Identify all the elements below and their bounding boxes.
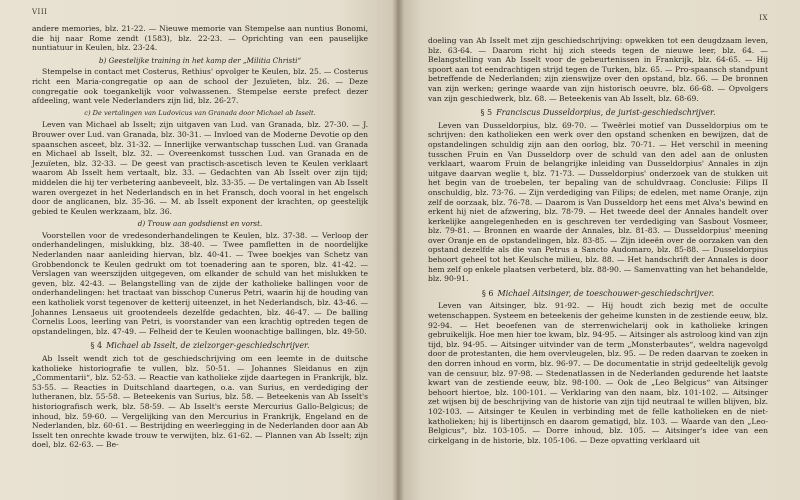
paragraph: doeling van Ab Isselt met zijn geschiedschrijving: opwekken tot een deugdzaam leven, blz. 63-64. — Daarom richt hij zich steeds tegen de nieuwe leer, blz. 64. — Belangstelling van Ab Isselt voor de gebeurtenissen in Frankrijk, blz. 64-65. — Hij spoort aan tot eendrachtigen strijd tegen de Turken, blz. 65. — Pro-spaansch standpunt betreffende de Nederlanden; zijn zienswijze over den opstand, blz. 66. — De bronnen van zijn werken; geringe waarde van zijn historisch oeuvre, blz. 66-68. — Opvolgers van zijn geschiedwerk, blz. 68. — Beteekenis van Ab Isselt, blz. 68-69. xyxy=(428,36,768,103)
subsection-heading: d) Trouw aan godsdienst en vorst. xyxy=(137,219,263,229)
paragraph: Leven van Michael ab Isselt; zijn uitgaven van Lud. van Granada, blz. 27-30. — J. Brouwer over Lud. van Granada, blz. 30-31. — Invloed van de Moderne Devotie op den spaanschen asceet, blz. 31-32. — Innerlijke verwantschap tusschen Lud. van Granada en Michael ab Isselt, blz. 32. — Overeenkomst tusschen Lud. van Granada en de Jezuïeten, blz. 32-33. — De geest van practisch-ascetisch leven te Keulen verklaart waarom Ab Isselt hem vertaalt, blz. 33. — Gedachten van Ab Isselt over zijn tijd; middelen die hij ter verbetering aanbeveelt, blz. 33-35. — De vertalingen van Ab Isselt waren overgezet in het Nederlandsch en in het Fransch, doch vooral in het engelsch door de anglicanen, blz. 35-36. — M. ab Isselt exponent der krachten, op geestelijk gebied te Keulen werkzaam, blz. 36. xyxy=(32,120,368,216)
section-number: § 5 xyxy=(480,108,493,118)
section-title: Michael Aitsinger, de toeschouwer-geschiedschrijver. xyxy=(497,288,715,298)
book-gutter xyxy=(392,0,404,500)
left-page xyxy=(0,0,398,500)
section-title: Michael ab Isselt, de zielzorger-geschiedschrijver. xyxy=(106,341,310,351)
paragraph: andere memories, blz. 21-22. — Nieuwe memorie van Stempelse aan nuntius Bonomi, die hij naar Rome zendt (1583), blz. 22-23. — Oprichting van een pauselijke nuntiatuur in Keulen, blz. 23-24. xyxy=(32,24,368,53)
subsection-heading: c) De vertalingen van Ludovicus van Granada door Michael ab Isselt. xyxy=(84,108,316,117)
right-page-text xyxy=(428,14,768,445)
section-heading xyxy=(428,289,768,299)
subsection-heading: b) Geestelijke training in het kamp der „Militia Christi“ xyxy=(98,55,302,65)
paragraph: Stempelse in contact met Costerus, Rethius' opvolger te Keulen, blz. 25. — Costerus richt een Maria-congregatie op aan de school der Jezuïeten, blz. 26. — Deze congregatie ook toegankelijk voor volwassenen. Stempelse eerste prefect dezer afdeeling, want vele Nederlanders zijn lid, blz. 26-27. xyxy=(32,67,368,106)
section-number: § 4 xyxy=(90,341,103,351)
paragraph: Leven van Aitsinger, blz. 91-92. — Hij houdt zich bezig met de occulte wetenschappen. Systeem en beteekenis der geheime kunsten in de zestiende eeuw, blz. 92-94. — Het beoefenen van de sterrenwichelarij ook in katholieke kringen gebruikelijk. Hoe men hier toe kwam, blz. 94-95. — Aitsinger als astroloog kind van zijn tijd, blz. 94-95. — Aitsinger uitvinder van de term „Monsterbautes“, weldra nagevolgd door de protestanten, die hem overvleugelen, blz. 95. — De reden daarvan te zoeken in den dorren inhoud en vorm, blz. 96-97. — De documentatie in strijd gedeeltelijk gevolg van de censuur, blz. 97-98. — Stedenatlassen in de Nederlanden gedurende het laatste kwart van de zestiende eeuw, blz. 98-100. — Ook de „Leo Belgicus“ van Aitsinger behoort hiertoe, blz. 100-101. — Verklaring van den naam, blz. 101-102. — Aitsinger zet wijsen bij de beschrijving van de historie van zijn tijd neutraal te willen blijven, blz. 102-103. — Aitsinger te Keulen in verbinding met de felle katholieken en de niet-katholieken; hij is libertijnsch en daarom gematigd, blz. 103. — Waarde van den „Leo-Belgicus“, blz. 103-105. — Dorre inhoud, blz. 105. — Aitsinger's idee van een cirkelgang in de historie, blz. 105-106. — Deze opvatting verklaard uit xyxy=(428,301,768,445)
section-heading xyxy=(428,108,768,118)
left-page-text xyxy=(32,8,368,450)
section-heading xyxy=(32,341,368,351)
paragraph: Voorstellen voor de vredesonderhandelingen te Keulen, blz. 37-38. — Verloop der onderhandelingen, mislukking, blz. 38-40. — Twee pamfletten in de noordelijke Nederlanden naar aanleiding hiervan, blz. 40-41. — Twee boekjes van Schetz van Grobbendonck te Keulen gedrukt om tot toenadering aan te sporen, blz. 41-42. — Verslagen van weerszijden uitgegeven, om elkander de schuld van het mislukken te geven, blz. 42-43. — Belangstelling van de zijde der katholieke ballingen voor de onderhandelingen: het tractaat van bisschop Cunerus Petri, waarin hij de houding van een katholiek vorst tegenover de ketterij uiteenzet, in het Nederlandsch, blz. 43-46. — Johannes Lensaeus uit grootendeels dezelfde gedachten, blz. 46-47. — De balling Cornelis Loos, leerling van Petri, is voorstander van een krachtig optreden tegen de opstandelingen, blz. 47-49. — Felheid der te Keulen woonachtige ballingen, blz. 49-50. xyxy=(32,230,368,336)
section-title: Franciscus Dusseldorpius, de jurist-geschiedschrijver. xyxy=(496,108,716,118)
section-number: § 6 xyxy=(481,288,494,298)
right-page xyxy=(398,0,800,500)
paragraph: Ab Isselt wendt zich tot de geschiedschrijving om een leemte in de duitsche katholieke historiografie te vullen, blz. 50-51. — Johannes Sleidanus en zijn „Commentarii“, blz. 52-53. — Reactie van katholieke zijde daartegen in Frankrijk, blz. 53-55. — Reacties in Duitschland daartegen, o.a. van Surius, en verdediging der lutheranen, blz. 55-58. — Beteekenis van Surius, blz. 58. — Beteekenis van Ab Isselt's historiografisch werk, blz. 58-59. — Ab Isselt's eerste Mercurius Gallo-Belgicus; de inhoud, blz. 59-60. — Vergelijking van den Mercurius in Frankrijk, Engeland en de Nederlanden, blz. 60-61. — Bestrijding en weerlegging in de Nederlanden door aan Ab Isselt ten onrechte kwade trouw te verwijten, blz. 61-62. — Plannen van Ab Isselt; zijn doel, blz. 62-63. — Be- xyxy=(32,354,368,450)
paragraph: Leven van Dusseldorpius, blz. 69-70. — Tweërlei motief van Dusseldorpius om te schrijven: den katholieken een werk over den opstand schenken en bewijzen, dat de opstandelingen schuldig zijn aan den oorlog, blz. 70-71. — Het verschil in meening tusschen Fruin en Van Dusseldorp over de schuld van den adel aan de onlusten verklaart, waarom Fruin de belangrijke inleiding van Dusseldorpius' Annales in zijn uitgave daarvan weglie t, blz. 71-73. — Dusseldorpius' onderzoek van de stukken uit het begin van de troebelen, ter bepaling van de schuldvraag. Conclusie: Filips II onschuldig, blz. 73-76. — Zijn verdediging van Filips; de edelen, met name Oranje, zijn zelf de oorzaak, blz. 76-78. — Daarom is Van Dusseldorp het eens met Alva's bewind en erkent hij niet de afzwering, blz. 78-79. — Het tweede deel der Annales handelt over kerkelijke aangelegenheden en is geschreven ter verdediging van Sasbout Vosmeer, blz. 79-81. — Bronnen en waarde der Annales, blz. 81-83. — Dusseldorpius' meening over Oranje en de opstandelingen, blz. 83-85. — Zijn ideeën over de oorzaken van den opstand dezelfde als die van Petrus a Sancto Audomaro, blz. 85-88. — Dusseldorpius behoort geheel tot het Keulsche milieu, blz. 88. — Het handschrift der Annales is door hem zelf op enkele plaatsen verbeterd, blz. 88-90. — Samenvatting van het behandelde, blz. 90-91. xyxy=(428,120,768,284)
page-number-right: IX xyxy=(759,14,768,22)
page-number-left: VIII xyxy=(32,8,48,16)
